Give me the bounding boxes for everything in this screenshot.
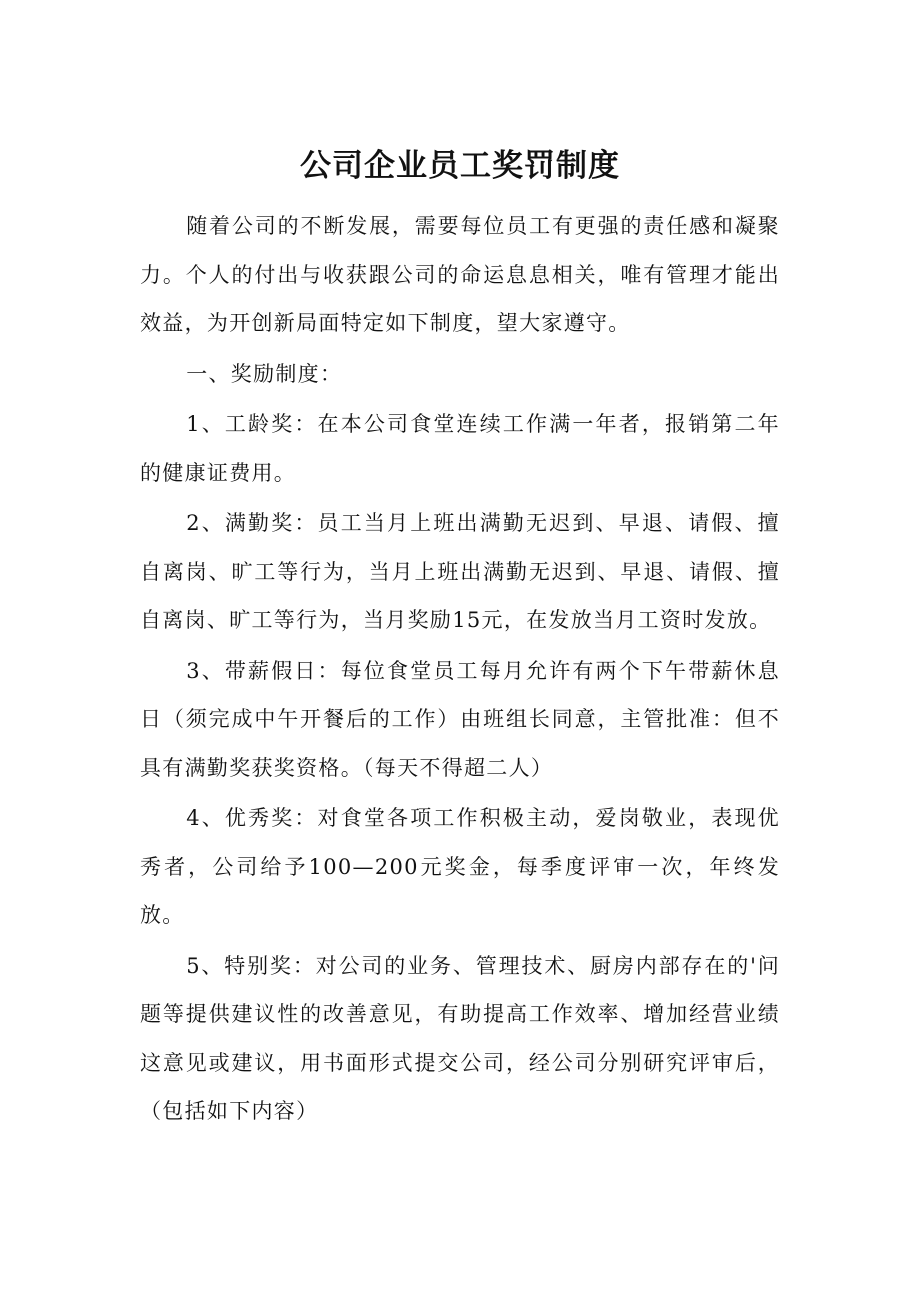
document-title: 公司企业员工奖罚制度 (300, 148, 620, 184)
reward-item-excellence: 4、优秀奖：对食堂各项工作积极主动，爱岗敬业，表现优秀者，公司给予100—200元奖金，每季度评审一次，年终发放。 (140, 806, 780, 927)
intro-paragraph: 随着公司的不断发展，需要每位员工有更强的责任感和凝聚力。个人的付出与收获跟公司的命运息息相关，唯有管理才能出效益，为开创新局面特定如下制度，望大家遵守。 (140, 214, 780, 335)
reward-item-special: 5、特别奖：对公司的业务、管理技术、厨房内部存在的'问题等提供建议性的改善意见，有助提高工作效率、增加经营业绩这意见或建议，用书面形式提交公司，经公司分别研究评审后，（包括如下内容） (140, 953, 780, 1123)
document-body (140, 202, 780, 1138)
reward-item-paid-leave: 3、带薪假日：每位食堂员工每月允许有两个下午带薪休息日（须完成中午开餐后的工作）由班组长同意，主管批准：但不具有满勤奖获奖资格。（每天不得超二人） (140, 658, 780, 780)
reward-item-full-attendance: 2、满勤奖：员工当月上班出满勤无迟到、早退、请假、擅自离岗、旷工等行为，当月上班出满勤无迟到、早退、请假、擅自离岗、旷工等行为，当月奖励15元，在发放当月工资时发放。 (140, 511, 780, 632)
section-heading-rewards: 一、奖励制度： (186, 361, 343, 386)
reward-item-seniority: 1、工龄奖：在本公司食堂连续工作满一年者，报销第二年的健康证费用。 (140, 412, 780, 485)
